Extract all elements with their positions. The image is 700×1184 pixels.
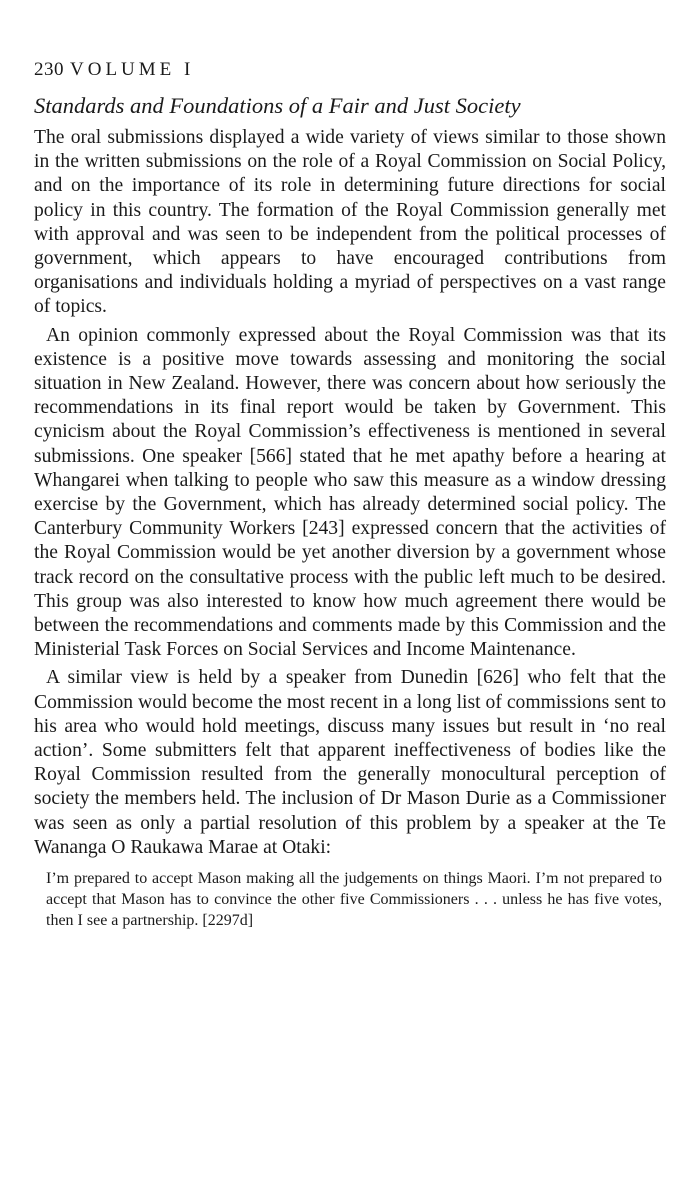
document-page — [34, 58, 666, 931]
section-heading: Standards and Foundations of a Fair and Just Society — [34, 93, 521, 118]
body-paragraph-3: A similar view is held by a speaker from Dunedin [626] who felt that the Commission would become the most recent in a long list of commissions sent to his area who would hold meetings, discuss many issues but result in ‘no real action’. Some submitters felt that apparent ineffectiveness of bodies like the Royal Commission resulted from the generally monocultural perception of society the members held. The inclusion of Dr Mason Durie as a Commissioner was seen as only a partial resolution of this problem by a speaker at the Te Wananga O Raukawa Marae at Otaki: — [34, 667, 666, 858]
page-number: 230 — [34, 59, 64, 80]
running-head — [34, 58, 666, 82]
block-quote: I’m prepared to accept Mason making all the judgements on things Maori. I’m not prepared to accept that Mason has to convince the other five Commissioners . . . unless he has five votes, then I see a partnership. [2297d] — [46, 870, 662, 930]
body-paragraph-1: The oral submissions displayed a wide variety of views similar to those shown in the written submissions on the role of a Royal Commission on Social Policy, and on the importance of its role in determining future directions for social policy in this country. The formation of the Royal Commission generally met with approval and was seen to be independent from the political processes of government, which appears to have encouraged contributions from organisations and individuals holding a myriad of perspectives on a vast range of topics. — [34, 127, 666, 318]
volume-label: VOLUME I — [70, 59, 195, 80]
body-paragraph-2: An opinion commonly expressed about the Royal Commission was that its existence is a positive move towards assessing and monitoring the social situation in New Zealand. However, there was concern about how seriously the recommendations in its final report would be taken by Government. This cynicism about the Royal Commission’s effectiveness is mentioned in several submissions. One speaker [566] stated that he met apathy before a hearing at Whangarei when talking to people who saw this measure as a window dressing exercise by the Government, which has already determined social policy. The Canterbury Community Workers [243] expressed concern that the activities of the Royal Commission would be yet another diversion by a government whose track record on the consultative process with the public left much to be desired. This group was also interested to know how much agreement there would be between the recommendations and comments made by this Commission and the Ministerial Task Forces on Social Services and Income Maintenance. — [34, 324, 666, 661]
